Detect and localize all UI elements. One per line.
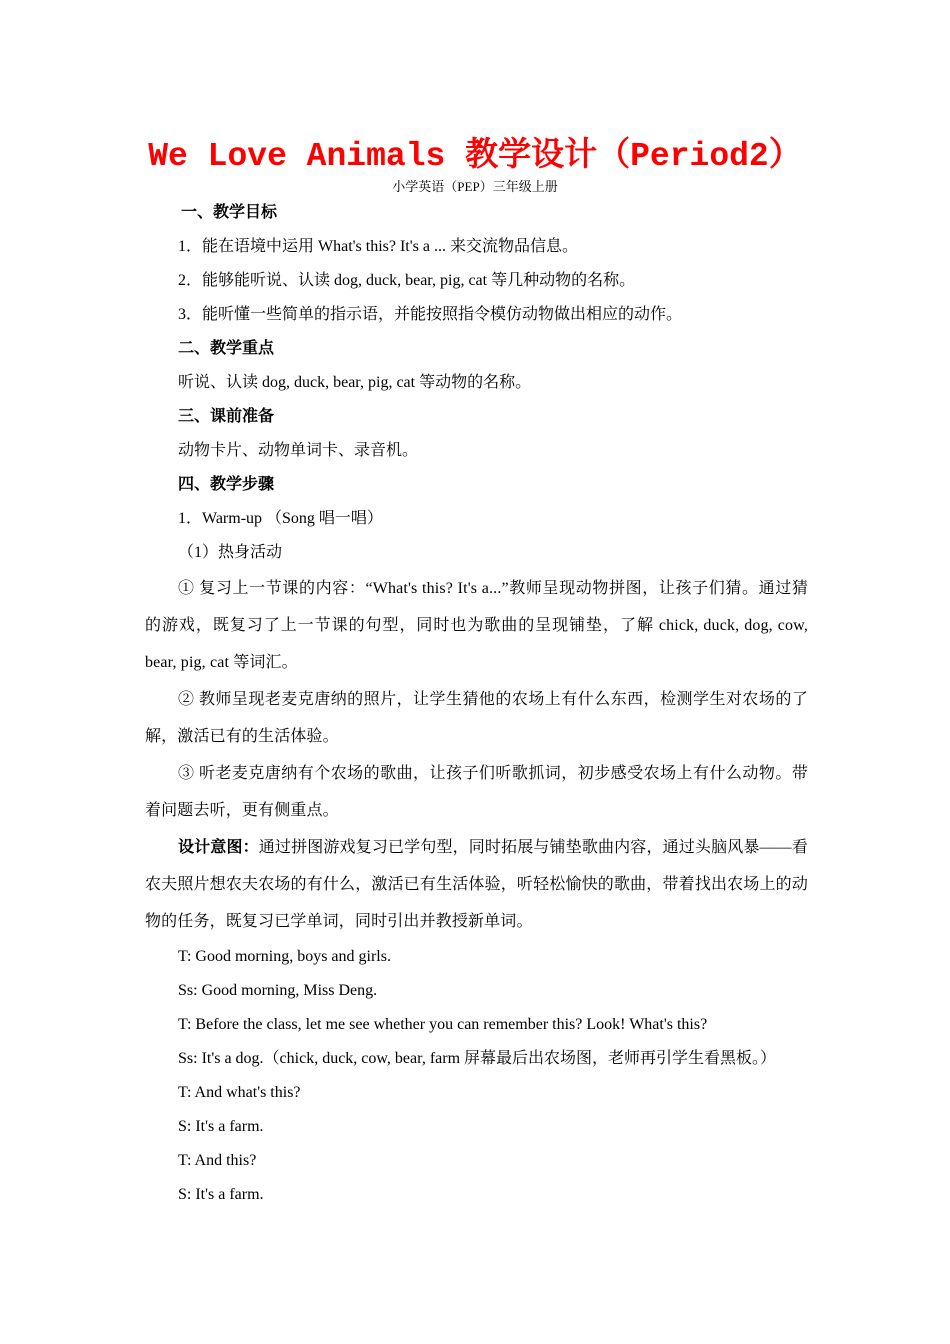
section-heading-preparation: 三、课前准备 xyxy=(178,408,275,425)
design-intent-label: 设计意图： xyxy=(178,839,259,856)
section-heading-key-points: 二、教学重点 xyxy=(178,340,275,357)
paragraph-design-intent xyxy=(145,829,808,940)
section-heading-objectives: 一、教学目标 xyxy=(181,204,278,221)
objective-item-2: 2．能够能听说、认读 dog, duck, bear, pig, cat 等几种动物的名称。 xyxy=(178,272,636,289)
step-1-warmup: 1．Warm-up （Song 唱一唱） xyxy=(178,510,383,527)
paragraph-song: ③ 听老麦克唐纳有个农场的歌曲，让孩子们听歌抓词，初步感受农场上有什么动物。带着问题去听，更有侧重点。 xyxy=(145,765,808,819)
paragraph-review: ① 复习上一节课的内容：“What's this? It's a...”教师呈现动物拼图，让孩子们猜。通过猜的游戏，既复习了上一节课的句型，同时也为歌曲的呈现铺垫，了解 chick, duck, dog, cow, bear, pig, cat 等词汇。 xyxy=(145,580,808,671)
dialogue-line: T: Good morning, boys and girls. xyxy=(178,948,391,965)
dialogue-line: S: It's a farm. xyxy=(178,1118,264,1135)
objective-item-3: 3．能听懂一些简单的指示语，并能按照指令模仿动物做出相应的动作。 xyxy=(178,306,683,323)
dialogue-line: T: And what's this? xyxy=(178,1084,301,1101)
substep-warmup-activity: （1）热身活动 xyxy=(178,544,283,561)
document-subtitle: 小学英语（PEP）三年级上册 xyxy=(392,179,558,194)
dialogue-line: T: And this? xyxy=(178,1152,257,1169)
section-heading-steps: 四、教学步骤 xyxy=(178,476,275,493)
document-title: We Love Animals 教学设计（Period2） xyxy=(148,138,802,175)
objective-item-1: 1．能在语境中运用 What's this? It's a ... 来交流物品信息。 xyxy=(178,238,578,255)
dialogue-line: Ss: It's a dog.（chick, duck, cow, bear, farm 屏幕最后出农场图，老师再引学生看黑板。） xyxy=(178,1050,777,1067)
dialogue-line: Ss: Good morning, Miss Deng. xyxy=(178,982,378,999)
preparation-text: 动物卡片、动物单词卡、录音机。 xyxy=(178,442,419,459)
design-intent-text: 通过拼图游戏复习已学句型，同时拓展与铺垫歌曲内容，通过头脑风暴——看农夫照片想农夫农场的有什么，激活已有生活体验，听轻松愉快的歌曲，带着找出农场上的动物的任务，既复习已学单词，同时引出并教授新单词。 xyxy=(145,839,808,930)
paragraph-photo: ② 教师呈现老麦克唐纳的照片，让学生猜他的农场上有什么东西，检测学生对农场的了解，激活已有的生活体验。 xyxy=(145,691,808,745)
dialogue-line: S: It's a farm. xyxy=(178,1186,264,1203)
document-body xyxy=(145,196,808,1212)
key-points-text: 听说、认读 dog, duck, bear, pig, cat 等动物的名称。 xyxy=(178,374,532,391)
dialogue-line: T: Before the class, let me see whether you can remember this? Look! What's this? xyxy=(178,1016,708,1033)
